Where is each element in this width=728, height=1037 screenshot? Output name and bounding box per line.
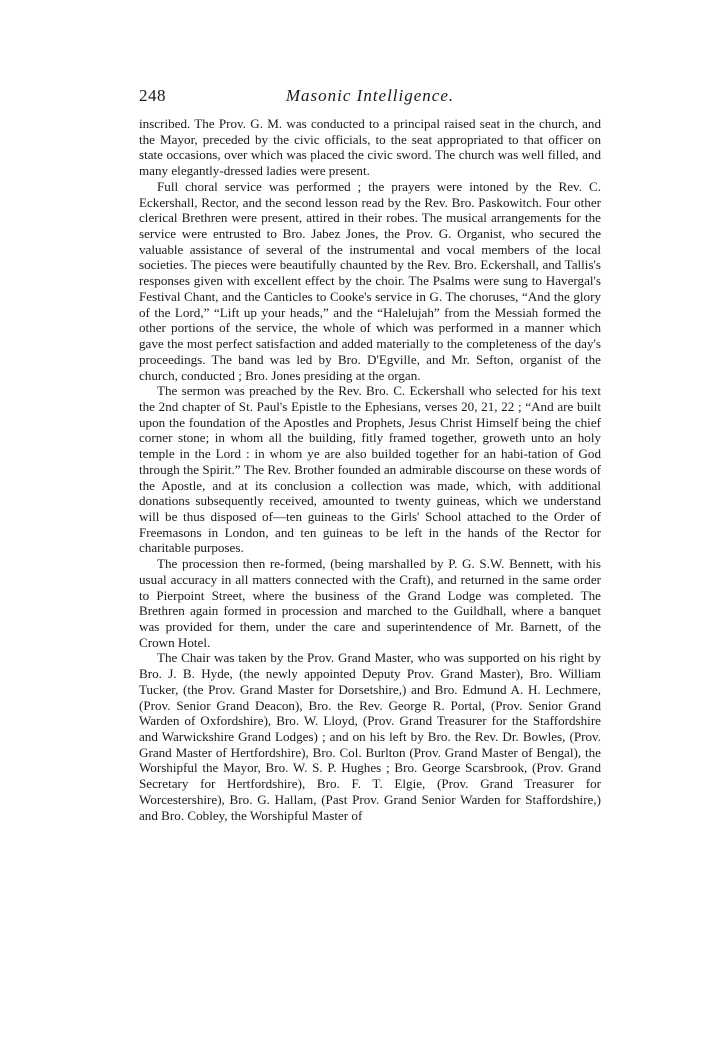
book-page: [139, 86, 601, 823]
running-head: [139, 86, 601, 116]
paragraph-procession: The procession then re-formed, (being marshalled by P. G. S.W. Bennett, with his usual accuracy in all matters connected with the Craft), and returned in the same order to Pierpoint Street, where the business of the Grand Lodge was completed. The Brethren again formed in procession and marched to the Guildhall, where a banquet was provided for them, under the care and superintendence of Mr. Barnett, of the Crown Hotel.: [139, 556, 601, 650]
paragraph-choral-service: Full choral service was performed ; the prayers were intoned by the Rev. C. Eckershall, Rector, and the second lesson read by the Rev. Bro. Paskowitch. Four other clerical Brethren were present, attired in their robes. The musical arrangements for the service were entrusted to Bro. Jabez Jones, the Prov. G. Organist, who secured the valuable assistance of several of the instrumental and vocal members of the local societies. The pieces were beautifully chaunted by the Rev. Bro. Eckershall, and Tallis's responses given with excellent effect by the choir. The Psalms were sung to Havergal's Festival Chant, and the Canticles to Cooke's service in G. The choruses, “And the glory of the Lord,” “Lift up your heads,” and the “Halelujah” from the Messiah formed the other portions of the service, the whole of which was performed in a manner which gave the most perfect satisfaction and added materially to the completeness of the day's proceedings. The band was led by Bro. D'Egville, and Mr. Sefton, organist of the church, conducted ; Bro. Jones presiding at the organ.: [139, 178, 601, 383]
paragraph-church-seating: inscribed. The Prov. G. M. was conducted to a principal raised seat in the church, and the Mayor, preceded by the civic officials, to the seat appropriated to that officer on state occasions, over which was placed the civic sword. The church was well filled, and many elegantly-dressed ladies were present.: [139, 116, 601, 179]
paragraph-banquet-chair: The Chair was taken by the Prov. Grand Master, who was supported on his right by Bro. J. B. Hyde, (the newly appointed Deputy Prov. Grand Master), Bro. William Tucker, (the Prov. Grand Master for Dorsetshire,) and Bro. Edmund A. H. Lechmere, (Prov. Senior Grand Deacon), Bro. the Rev. George R. Portal, (Prov. Senior Grand Warden of Oxfordshire), Bro. W. Lloyd, (Prov. Grand Treasurer for the Staffordshire and Warwickshire Grand Lodges) ; and on his left by Bro. the Rev. Dr. Bowles, (Prov. Grand Master of Hertfordshire), Bro. Col. Burlton (Prov. Grand Master of Bengal), the Worshipful the Mayor, Bro. W. S. P. Hughes ; Bro. George Scarsbrook, (Prov. Grand Secretary for Hertfordshire), Bro. F. T. Elgie, (Prov. Grand Treasurer for Worcestershire), Bro. G. Hallam, (Past Prov. Grand Senior Warden for Staffordshire,) and Bro. Cobley, the Worshipful Master of: [139, 650, 601, 823]
page-number: 248: [139, 86, 166, 105]
article-body: [139, 116, 601, 823]
paragraph-sermon: The sermon was preached by the Rev. Bro. C. Eckershall who selected for his text the 2nd chapter of St. Paul's Epistle to the Ephesians, verses 20, 21, 22 ; “And are built upon the foundation of the Apostles and Prophets, Jesus Christ Himself being the chief corner stone; in whom all the building, fitly framed together, groweth unto an holy temple in the Lord : in whom ye are also builded together for an habi-tation of God through the Spirit.” The Rev. Brother founded an admirable discourse on these words of the Apostle, and at its conclusion a collection was made, which, with additional donations subsequently received, amounted to twenty guineas, which we understand will be thus disposed of—ten guineas to the Girls' School attached to the Order of Freemasons in London, and ten guineas to be left in the hands of the Rector for charitable purposes.: [139, 383, 601, 556]
running-title: Masonic Intelligence.: [285, 86, 455, 105]
